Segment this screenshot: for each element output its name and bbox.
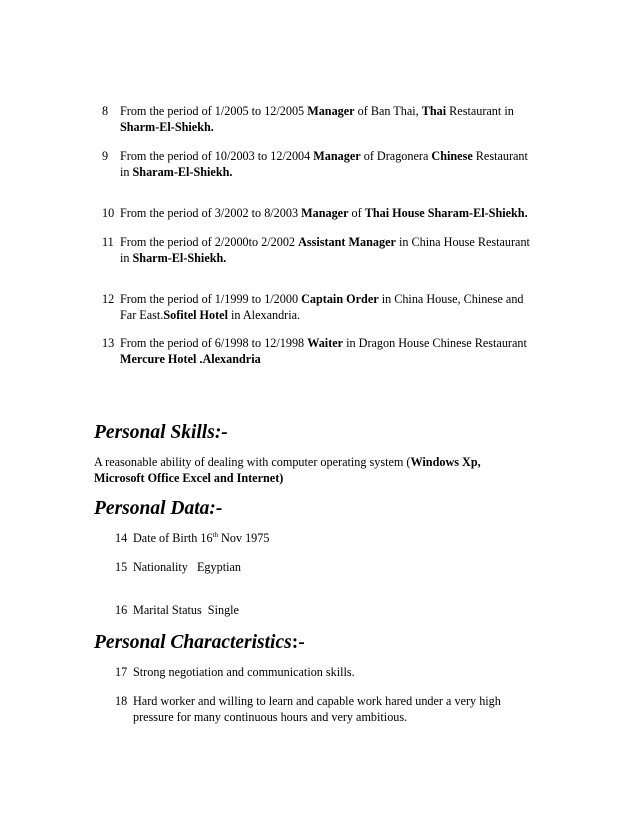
list-number: 18 <box>115 694 128 708</box>
list-item-text: From the period of 2/2000to 2/2002 Assistant Manager in China House Restaurant in Sharm-El-Shiekh. <box>120 235 530 265</box>
list-number: 8 <box>102 104 109 118</box>
list-number: 10 <box>102 206 115 220</box>
personal-data-heading: Personal Data:- <box>94 498 223 519</box>
date-of-birth-text: Date of Birth 16th Nov 1975 <box>133 530 270 545</box>
list-number: 11 <box>102 235 114 249</box>
characteristic-text: Strong negotiation and communication skills. <box>133 665 355 679</box>
personal-skills-text: A reasonable ability of dealing with computer operating system (Windows Xp, Microsoft Office Excel and Internet) <box>94 455 481 485</box>
marital-status-text: Marital Status Single <box>133 603 239 617</box>
list-item-text: From the period of 6/1998 to 12/1998 Waiter in Dragon House Chinese Restaurant Mercure Hotel .Alexandria <box>120 336 527 366</box>
list-number: 14 <box>115 531 128 545</box>
list-number: 17 <box>115 665 128 679</box>
characteristic-text: Hard worker and willing to learn and capable work hared under a very high pressure for many continuous hours and very ambitious. <box>133 694 501 724</box>
list-number: 12 <box>102 292 115 306</box>
list-item-text: From the period of 3/2002 to 8/2003 Manager of Thai House Sharam-El-Shiekh. <box>120 206 528 220</box>
list-item-text: From the period of 1/2005 to 12/2005 Manager of Ban Thai, Thai Restaurant in Sharm-El-Shiekh. <box>120 104 514 134</box>
list-number: 9 <box>102 149 109 163</box>
nationality-text: Nationality Egyptian <box>133 560 241 574</box>
list-number: 15 <box>115 560 128 574</box>
personal-skills-heading: Personal Skills:- <box>94 422 228 443</box>
personal-characteristics-heading: Personal Characteristics:- <box>94 632 305 653</box>
list-number: 16 <box>115 603 128 617</box>
list-item-text: From the period of 1/1999 to 1/2000 Captain Order in China House, Chinese and Far East.Sofitel Hotel in Alexandria. <box>120 292 524 322</box>
list-item-text: From the period of 10/2003 to 12/2004 Manager of Dragonera Chinese Restaurant in Sharam-El-Shiekh. <box>120 149 528 179</box>
list-number: 13 <box>102 336 115 350</box>
